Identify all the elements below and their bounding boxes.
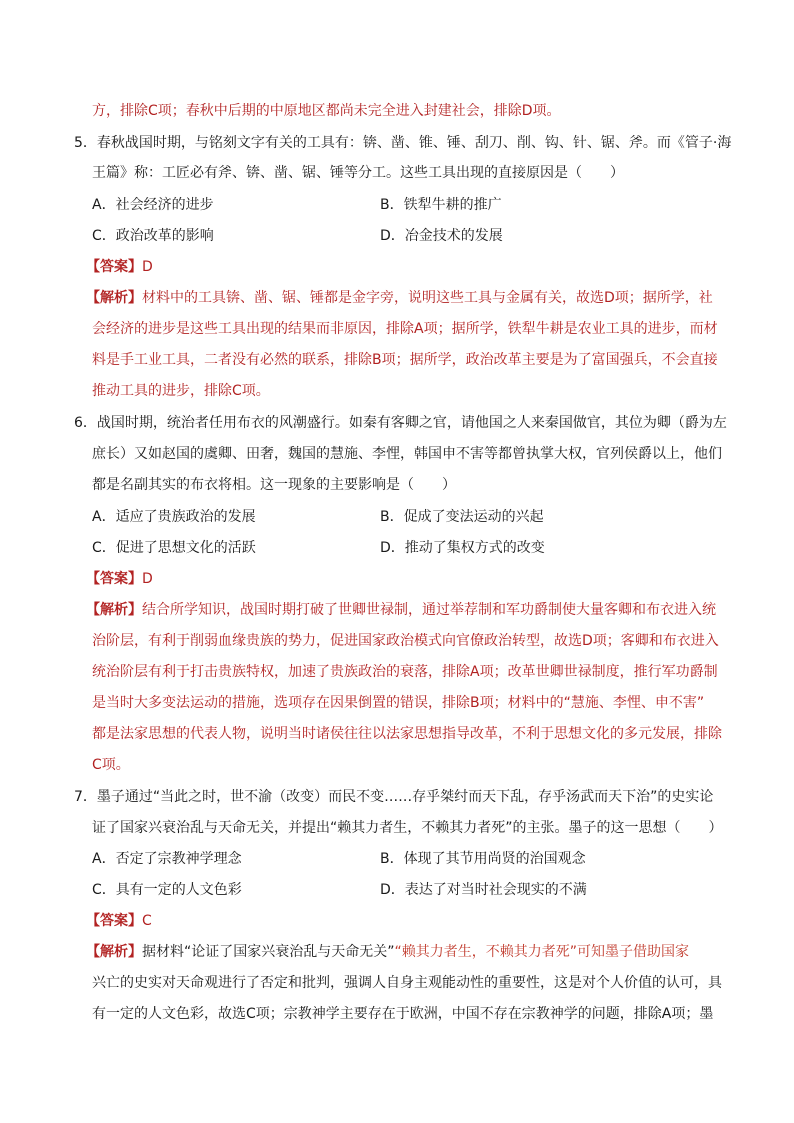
question-6-explanation-line-4: 是当时大多变法运动的措施，选项存在因果倒置的错误，排除B项；材料中的“慧施、李悝、申不害” [92, 695, 705, 711]
question-7-explanation-line-2: 兴亡的史实对天命观进行了否定和批判，强调人自身主观能动性的重要性，这是对个人价值的认可，具 [92, 975, 722, 991]
explanation-label: 【解析】 [86, 944, 142, 960]
question-6-stem-line-2: 庶长）又如赵国的虞卿、田奢，魏国的慧施、李悝，韩国申不害等都曾执掌大权，官列侯爵以上，他们 [92, 446, 722, 462]
question-7-stem-line-1: 7．墨子通过“当此之时，世不渝（改变）而民不变……存乎桀纣而天下乱，存乎汤武而天下治”的史实论 [74, 789, 714, 805]
question-6-explanation-line-3: 统治阶层有利于打击贵族特权，加速了贵族政治的衰落，排除A项；改革世卿世禄制度，推行军功爵制 [92, 664, 718, 680]
question-5-stem-line-1: 5．春秋战国时期，与铭刻文字有关的工具有：锛、凿、锥、锤、刮刀、削、钩、针、锯、斧。而《管子·海 [74, 135, 732, 151]
question-6-stem-line-3: 都是名副其实的布衣将相。这一现象的主要影响是（ ） [92, 477, 456, 493]
explanation-continuation: 方，排除C项；春秋中后期的中原地区都尚未完全进入封建社会，排除D项。 [92, 103, 561, 119]
question-5-explanation-line-1 [86, 288, 713, 308]
answer-value: D [142, 259, 153, 275]
answer-label: 【答案】 [86, 259, 142, 275]
question-7-option-d: D．表达了对当时社会现实的不满 [380, 882, 587, 898]
answer-label: 【答案】 [86, 913, 142, 929]
question-6-option-a: A．适应了贵族政治的发展 [92, 509, 256, 525]
explanation-label: 【解析】 [86, 290, 142, 306]
question-5-explanation-line-4: 推动工具的进步，排除C项。 [92, 383, 270, 399]
question-7-explanation-line-1 [86, 942, 689, 962]
question-6-option-d: D．推动了集权方式的改变 [380, 540, 545, 556]
question-5-option-d: D．冶金技术的发展 [380, 228, 503, 244]
question-5-explanation-line-3: 料是手工业工具，二者没有必然的联系，排除B项；据所学，政治改革主要是为了富国强兵，不会直接 [92, 352, 718, 368]
question-7-explanation-line-3: 有一定的人文色彩，故选C项；宗教神学主要存在于欧洲，中国不存在宗教神学的问题，排除A项；墨 [92, 1006, 714, 1022]
question-7-option-a: A．否定了宗教神学理念 [92, 851, 242, 867]
explanation-label: 【解析】 [86, 602, 142, 618]
question-6-explanation-line-1 [86, 600, 716, 620]
question-5-explanation-line-2: 会经济的进步是这些工具出现的结果而非原因，排除A项；据所学，铁犁牛耕是农业工具的进步，而材 [92, 321, 718, 337]
question-7-answer [86, 911, 152, 931]
answer-value: D [142, 571, 153, 587]
answer-value: C [142, 913, 152, 929]
answer-label: 【答案】 [86, 571, 142, 587]
question-7-option-c: C．具有一定的人文色彩 [92, 882, 242, 898]
question-6-option-b: B．促成了变法运动的兴起 [380, 509, 544, 525]
question-6-explanation-line-2: 治阶层，有利于削弱血缘贵族的势力，促进国家政治模式向官僚政治转型，故选D项；客卿和布衣进入 [92, 633, 719, 649]
question-7-option-b: B．体现了其节用尚贤的治国观念 [380, 851, 586, 867]
question-5-option-a: A．社会经济的进步 [92, 197, 214, 213]
question-5-option-c: C．政治改革的影响 [92, 228, 214, 244]
explanation-text: 结合所学知识，战国时期打破了世卿世禄制，通过举荐制和军功爵制使大量客卿和布衣进入统 [142, 602, 716, 618]
explanation-text-quote: 据材料“论证了国家兴衰治乱与天命无关” [142, 944, 395, 960]
explanation-text: 材料中的工具锛、凿、锯、锤都是金字旁，说明这些工具与金属有关，故选D项；据所学，社 [142, 290, 713, 306]
question-5-answer [86, 257, 153, 277]
question-5-option-b: B．铁犁牛耕的推广 [380, 197, 502, 213]
question-5-stem-line-2: 王篇》称：工匠必有斧、锛、凿、锯、锤等分工。这些工具出现的直接原因是（ ） [92, 165, 624, 181]
question-6-stem-line-1: 6．战国时期，统治者任用布衣的风潮盛行。如秦有客卿之官，请他国之人来秦国做官，其位为卿（爵为左 [74, 415, 727, 431]
question-6-explanation-line-6: C项。 [92, 757, 130, 773]
question-6-option-c: C．促进了思想文化的活跃 [92, 540, 256, 556]
explanation-text-red-quote: “赖其力者生，不赖其力者死”可知墨子借助国家 [394, 944, 690, 960]
question-7-stem-line-2: 证了国家兴衰治乱与天命无关，并提出“赖其力者生，不赖其力者死”的主张。墨子的这一思想（ ） [92, 820, 723, 836]
question-6-answer [86, 569, 153, 589]
question-6-explanation-line-5: 都是法家思想的代表人物，说明当时诸侯往往以法家思想指导改革，不利于思想文化的多元发展，排除 [92, 726, 722, 742]
